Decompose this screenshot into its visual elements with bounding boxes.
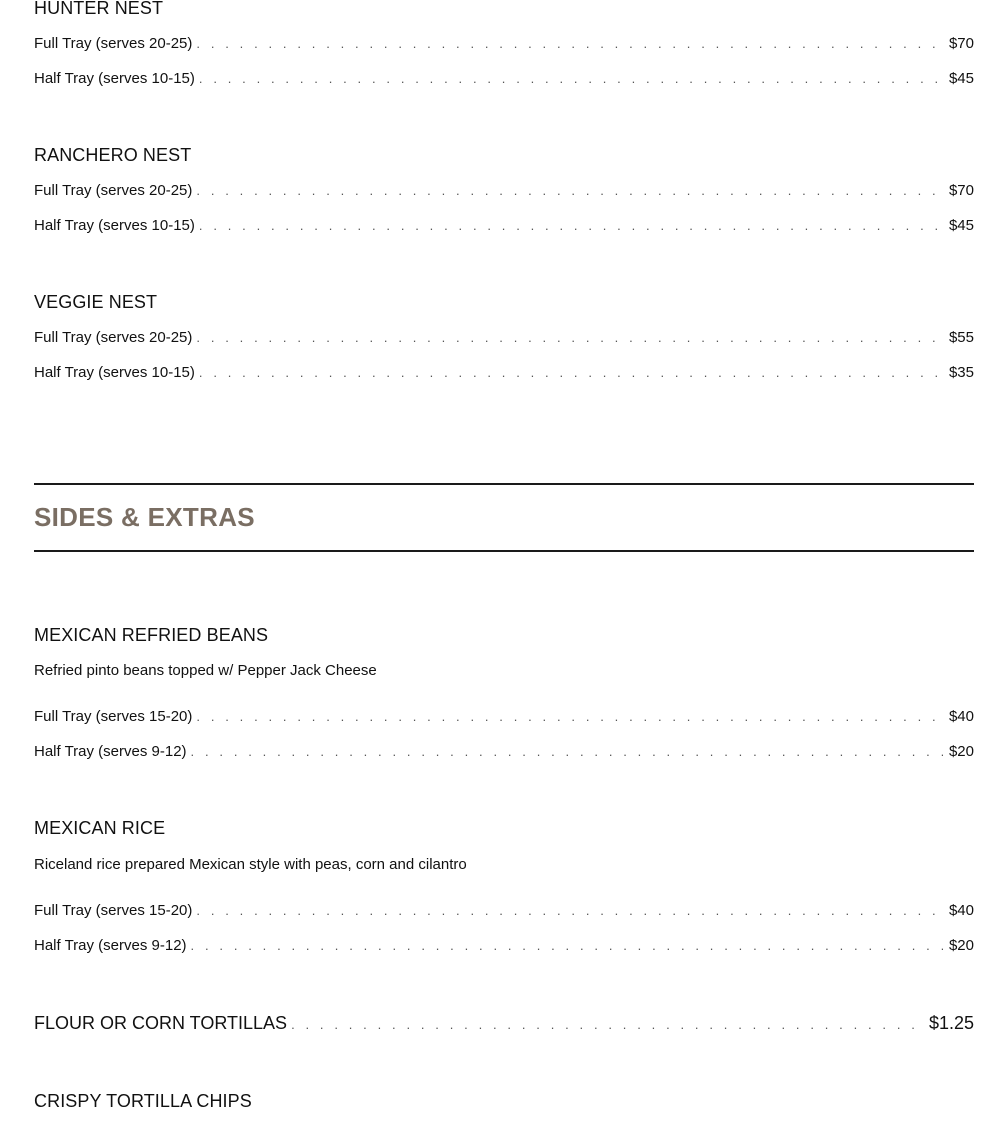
- dot-leader: [199, 217, 943, 235]
- dot-leader: [199, 364, 943, 382]
- tray-price: $40: [948, 902, 974, 919]
- tray-label: Full Tray (serves 20-25): [34, 182, 193, 199]
- price-row-hunter-half: [34, 70, 974, 88]
- tray-price: $20: [948, 937, 974, 954]
- dot-leader: [196, 329, 943, 347]
- section-rule-bottom: [34, 550, 974, 552]
- price-row-hunter-full: [34, 35, 974, 53]
- price-row-rice-half: [34, 937, 974, 955]
- dot-leader: [191, 937, 943, 955]
- tray-label: Full Tray (serves 15-20): [34, 708, 193, 725]
- tray-label: Full Tray (serves 20-25): [34, 329, 193, 346]
- section-rule-top: [34, 483, 974, 485]
- dot-leader: [191, 743, 943, 761]
- price-row-veggie-full: [34, 329, 974, 347]
- section-heading-sides: SIDES & EXTRAS: [34, 502, 255, 532]
- tray-price: $55: [948, 329, 974, 346]
- dot-leader: [199, 70, 943, 88]
- price-row-rice-full: [34, 902, 974, 920]
- tray-label: Full Tray (serves 15-20): [34, 902, 193, 919]
- item-title-mexican-rice: MEXICAN RICE: [34, 818, 166, 838]
- dot-leader: [196, 902, 943, 920]
- item-description-refried-beans: Refried pinto beans topped w/ Pepper Jack Cheese: [34, 662, 377, 679]
- menu-page: [34, 0, 974, 1125]
- item-title-hunter-nest: HUNTER NEST: [34, 0, 164, 18]
- dot-leader: [196, 182, 943, 200]
- item-description-mexican-rice: Riceland rice prepared Mexican style with peas, corn and cilantro: [34, 856, 467, 873]
- tray-label: Full Tray (serves 20-25): [34, 35, 193, 52]
- price-row-ranchero-full: [34, 182, 974, 200]
- tray-label: Half Tray (serves 10-15): [34, 217, 195, 234]
- item-title-ranchero-nest: RANCHERO NEST: [34, 145, 192, 165]
- tray-label: Half Tray (serves 10-15): [34, 364, 195, 381]
- item-title-veggie-nest: VEGGIE NEST: [34, 292, 158, 312]
- price-row-ranchero-half: [34, 217, 974, 235]
- tray-price: $40: [948, 708, 974, 725]
- item-title-tortillas: FLOUR OR CORN TORTILLAS: [34, 1013, 288, 1033]
- tray-price: $45: [948, 217, 974, 234]
- price-row-tortillas: [34, 1012, 974, 1036]
- price-row-beans-half: [34, 743, 974, 761]
- tray-price: $70: [948, 35, 974, 52]
- dot-leader: [291, 1014, 923, 1036]
- item-title-tortilla-chips: CRISPY TORTILLA CHIPS: [34, 1091, 252, 1111]
- dot-leader: [196, 708, 943, 726]
- tray-label: Half Tray (serves 9-12): [34, 937, 187, 954]
- price-row-beans-full: [34, 708, 974, 726]
- tray-price: $70: [948, 182, 974, 199]
- tray-price: $35: [948, 364, 974, 381]
- tray-price: $45: [948, 70, 974, 87]
- price-row-veggie-half: [34, 364, 974, 382]
- tray-price: $20: [948, 743, 974, 760]
- tortillas-price: $1.25: [928, 1013, 974, 1033]
- tray-label: Half Tray (serves 10-15): [34, 70, 195, 87]
- tray-label: Half Tray (serves 9-12): [34, 743, 187, 760]
- dot-leader: [196, 35, 943, 53]
- item-title-refried-beans: MEXICAN REFRIED BEANS: [34, 625, 269, 645]
